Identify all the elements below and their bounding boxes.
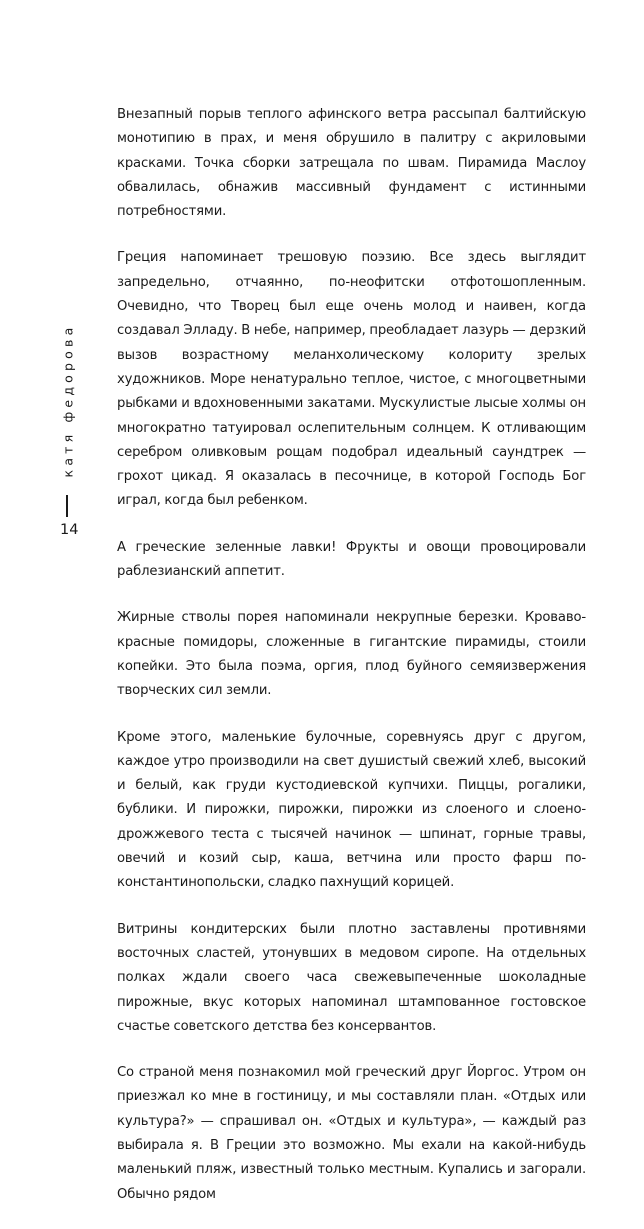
paragraph-2: Греция напоминает трешовую поэзию. Все здесь выглядит запредельно, отчаянно, по-неофитски отфотошопленным. Очевидно, что Творец был еще очень молод и наивен, когда создавал Элладу. В небе, например, преобладает лазурь — дерзкий вызов возрастному меланхолическому колориту зрелых художников. Море ненатурально теплое, чистое, с многоцветными рыбками и вдохновенными закатами. Мускулистые лысые холмы он многократно татуировал ослепительным солнцем. К отливающим серебром оливковым рощам подобрал идеальный саундтрек — грохот цикад. Я оказалась в песочнице, в которой Господь Бог играл, когда был ребенком.: [117, 250, 586, 509]
paragraph-1: Внезапный порыв теплого афинского ветра рассыпал балтийскую монотипию в прах, и меня обрушило в палитру с акриловыми красками. Точка сборки затрещала по швам. Пирамида Маслоу обвалилась, обнажив массивный фундамент с истинными потребностями.: [117, 107, 586, 220]
running-head-author: катя федорова: [60, 323, 76, 477]
paragraph-5: Кроме этого, маленькие булочные, соревнуясь друг с другом, каждое утро производили на свет душистый свежий хлеб, высокий и белый, как груди кустодиевской купчихи. Пиццы, рогалики, бублики. И пирожки, пирожки, пирожки из слоеного и слоено-дрожжевого теста с тысячей начинок — шпинат, горные травы, овечий и козий сыр, каша, ветчина или просто фарш по-константинопольски, сладко пахнущий корицей.: [117, 729, 586, 891]
paragraph-3: А греческие зеленные лавки! Фрукты и овощи провоцировали раблезианский аппетит.: [117, 539, 586, 580]
running-head: [56, 310, 80, 490]
body-text: [117, 103, 586, 1229]
page-number: 14: [60, 522, 79, 538]
folio-rule: [66, 495, 68, 517]
paragraph-4: Жирные стволы порея напоминали некрупные березки. Кроваво-красные помидоры, сложенные в гигантские пирамиды, стоили копейки. Это была поэма, оргия, плод буйного семяизвержения творческих сил земли.: [117, 610, 586, 699]
paragraph-6: Витрины кондитерских были плотно заставлены противнями восточных сластей, утонувших в медовом сиропе. На отдельных полках ждали своего часа свежевыпеченные шоколадные пирожные, вкус которых напоминал штампованное гостовское счастье советского детства без консервантов.: [117, 921, 586, 1034]
paragraph-7: Со страной меня познакомил мой греческий друг Йоргос. Утром он приезжал ко мне в гостиницу, и мы составляли план. «Отдых или культура?» — спрашивал он. «Отдых и культура», — каждый раз выбирала я. В Греции это возможно. Мы ехали на какой-нибудь маленький пляж, известный только местным. Купались и загорали. Обычно рядом: [117, 1065, 586, 1202]
